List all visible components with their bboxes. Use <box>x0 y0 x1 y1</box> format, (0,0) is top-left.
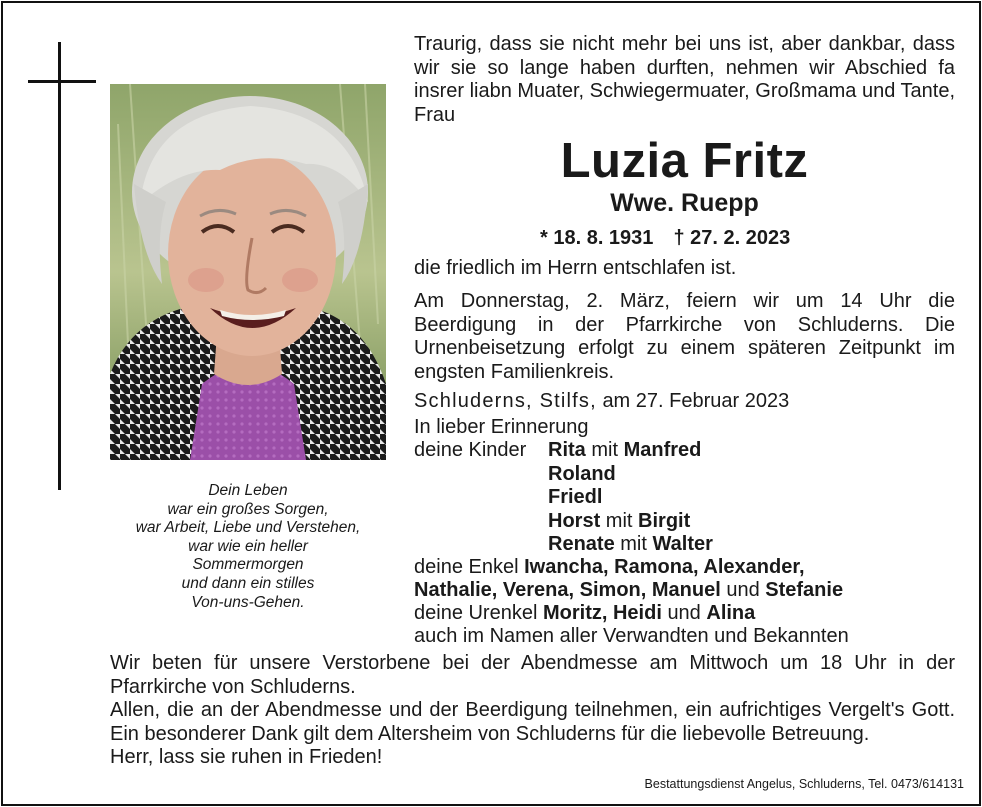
memory-line: In lieber Erinnerung <box>414 416 589 438</box>
poem-line: und dann ein stilles <box>181 574 315 592</box>
list-item: Roland <box>548 462 616 485</box>
list-item: Rita mit Manfred <box>548 439 702 461</box>
birth-date: * 18. 8. 1931 <box>540 227 654 249</box>
mass-text: Wir beten für unsere Verstorbene bei der Abendmesse am Mittwoch um 18 Uhr in der Pfarrkirche von Schluderns. <box>110 652 955 698</box>
undertaker-info: Bestattungsdienst Angelus, Schluderns, Tel. 0473/614131 <box>644 777 964 791</box>
notice-date: am 27. Februar 2023 <box>602 390 790 412</box>
poem-line: Sommermorgen <box>192 556 304 574</box>
relatives-line: auch im Namen aller Verwandten und Bekannten <box>414 625 849 647</box>
poem-line: war wie ein heller <box>188 537 308 555</box>
place-names: Schluderns, Stilfs, <box>414 390 597 412</box>
passing-line: die friedlich im Herrn entschlafen ist. <box>414 257 737 279</box>
death-date: † 27. 2. 2023 <box>673 227 791 249</box>
closing-section <box>110 652 955 770</box>
grandchildren-line-1: deine Enkel Iwancha, Ramona, Alexander, <box>414 556 805 578</box>
grandchildren-line-2: Nathalie, Verena, Simon, Manuel und Stefanie <box>414 579 844 601</box>
great-grandchildren-line: deine Urenkel Moritz, Heidi und Alina <box>414 602 756 624</box>
poem-line: war Arbeit, Liebe und Verstehen, <box>135 519 361 537</box>
memorial-poem <box>100 482 396 612</box>
widow-name: Wwe. Ruepp <box>610 189 759 217</box>
poem-line: war ein großes Sorgen, <box>167 500 329 518</box>
deceased-name: Luzia Fritz <box>560 134 809 188</box>
poem-line: Von-uns-Gehen. <box>191 593 305 611</box>
children-intro: deine Kinder <box>414 439 527 461</box>
place-date <box>414 390 789 414</box>
poem-line: Dein Leben <box>208 482 288 499</box>
thanks-text: Allen, die an der Abendmesse und der Beerdigung teilnehmen, ein aufrichtiges Vergelt's Gott. Ein besonderer Dank gilt dem Altersheim von Schluderns für die liebevolle Betreuung. <box>110 699 955 745</box>
funeral-text: Am Donnerstag, 2. März, feiern wir um 14 Uhr die Beerdigung in der Pfarrkirche von Schluderns. Die Urnenbeisetzung erfolgt zu einem späteren Zeitpunkt im engsten Familienkreis. <box>414 290 955 383</box>
intro-text: Traurig, dass sie nicht mehr bei uns ist, aber dankbar, dass wir sie so lange haben durften, nehmen wir Abschied fa insrer liabn Muater, Schwiegermuater, Großmama und Tante, Frau <box>414 33 955 126</box>
list-item: Horst mit Birgit <box>548 509 691 532</box>
portrait-photo <box>110 84 386 460</box>
children-list <box>548 439 713 557</box>
closing-prayer: Herr, lass sie ruhen in Frieden! <box>110 746 383 769</box>
list-item: Friedl <box>548 486 603 509</box>
life-dates <box>540 226 790 250</box>
list-item: Renate mit Walter <box>548 533 713 556</box>
